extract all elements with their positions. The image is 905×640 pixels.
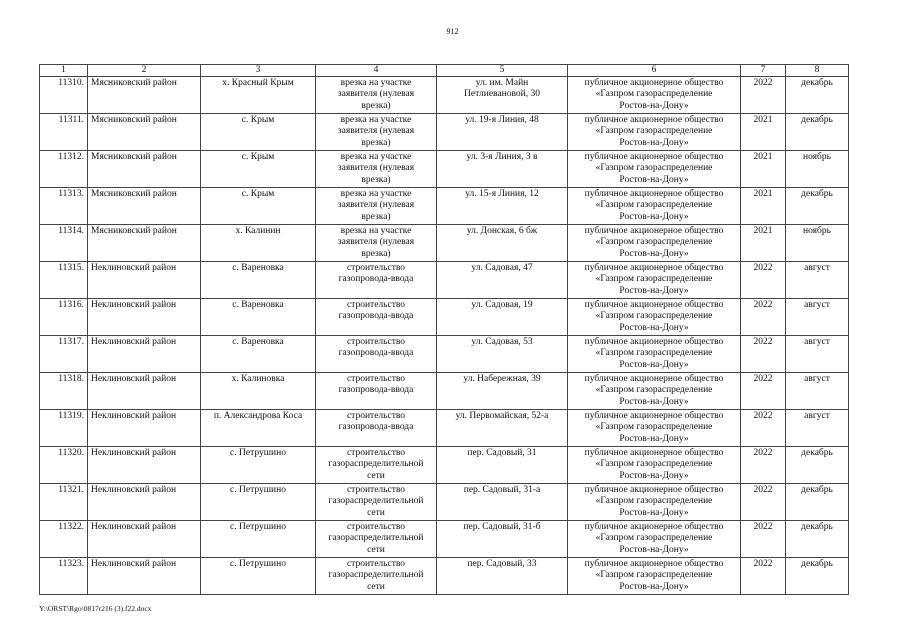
cell-number: 11320.	[40, 447, 88, 484]
cell-work-type-line: заявителя (нулевая	[337, 200, 415, 211]
cell-month: декабрь	[786, 521, 849, 558]
cell-organization-line: «Газпром газораспределение	[595, 89, 713, 100]
cell-organization	[568, 262, 741, 299]
cell-month: ноябрь	[786, 225, 849, 262]
cell-district: Мясниковский район	[88, 151, 201, 188]
cell-address-line: ул. Садовая, 47	[471, 263, 533, 273]
cell-work-type-line: сети	[367, 507, 385, 518]
cell-work-type-line: газораспределительной	[328, 533, 424, 544]
cell-month: август	[786, 336, 849, 373]
cell-number: 11322.	[40, 521, 88, 558]
cell-work-type-line: врезка на участке	[340, 115, 412, 125]
cell-work-type-line: газопровода-ввода	[338, 311, 414, 322]
cell-organization-line: «Газпром газораспределение	[595, 237, 713, 248]
cell-address	[437, 299, 568, 336]
cell-organization	[568, 77, 741, 114]
cell-organization-line: Ростов-на-Дону»	[619, 100, 689, 111]
cell-address	[437, 558, 568, 595]
cell-year: 2022	[741, 336, 786, 373]
cell-address	[437, 77, 568, 114]
cell-number: 11315.	[40, 262, 88, 299]
cell-number: 11323.	[40, 558, 88, 595]
cell-work-type-line: врезка)	[361, 137, 391, 148]
cell-organization-line: публичное акционерное общество	[584, 78, 724, 88]
cell-organization	[568, 225, 741, 262]
cell-organization	[568, 336, 741, 373]
cell-organization-line: «Газпром газораспределение	[595, 385, 713, 396]
cell-organization-line: публичное акционерное общество	[584, 189, 724, 199]
column-header: 8	[786, 65, 849, 77]
table-row	[40, 151, 849, 188]
cell-district: Мясниковский район	[88, 77, 201, 114]
cell-district: Неклиновский район	[88, 521, 201, 558]
cell-work-type-line: сети	[367, 544, 385, 555]
cell-year: 2021	[741, 151, 786, 188]
cell-district: Мясниковский район	[88, 188, 201, 225]
footer-file-path: Y:\ORST\Rgo\0817r216 (3).f22.docx	[39, 604, 152, 613]
cell-organization-line: «Газпром газораспределение	[595, 570, 713, 581]
cell-year: 2021	[741, 114, 786, 151]
cell-settlement: х. Калиновка	[201, 373, 316, 410]
cell-address	[437, 521, 568, 558]
page-number: 912	[446, 27, 459, 36]
cell-organization	[568, 188, 741, 225]
cell-work-type-line: газораспределительной	[328, 459, 424, 470]
cell-year: 2022	[741, 521, 786, 558]
cell-work-type-line: строительство	[346, 300, 406, 310]
cell-number: 11321.	[40, 484, 88, 521]
cell-address	[437, 151, 568, 188]
cell-work-type-line: строительство	[346, 485, 406, 495]
cell-year: 2022	[741, 77, 786, 114]
cell-organization	[568, 373, 741, 410]
cell-organization-line: публичное акционерное общество	[584, 337, 724, 347]
cell-work-type	[316, 484, 437, 521]
cell-number: 11314.	[40, 225, 88, 262]
cell-work-type-line: сети	[367, 470, 385, 481]
cell-month: август	[786, 299, 849, 336]
table-row	[40, 77, 849, 114]
cell-work-type	[316, 299, 437, 336]
cell-work-type	[316, 410, 437, 447]
cell-year: 2022	[741, 558, 786, 595]
cell-month: декабрь	[786, 114, 849, 151]
cell-organization-line: «Газпром газораспределение	[595, 533, 713, 544]
cell-organization-line: «Газпром газораспределение	[595, 200, 713, 211]
cell-year: 2022	[741, 262, 786, 299]
cell-address	[437, 447, 568, 484]
cell-year: 2021	[741, 188, 786, 225]
cell-number: 11310.	[40, 77, 88, 114]
cell-organization-line: «Газпром газораспределение	[595, 311, 713, 322]
cell-year: 2022	[741, 410, 786, 447]
cell-organization-line: «Газпром газораспределение	[595, 274, 713, 285]
cell-work-type-line: газопровода-ввода	[338, 422, 414, 433]
cell-district: Мясниковский район	[88, 114, 201, 151]
cell-work-type	[316, 225, 437, 262]
cell-organization	[568, 521, 741, 558]
cell-district: Неклиновский район	[88, 410, 201, 447]
cell-work-type-line: заявителя (нулевая	[337, 237, 415, 248]
table-row	[40, 373, 849, 410]
cell-number: 11319.	[40, 410, 88, 447]
cell-address-line: ул. 3-я Линия, 3 в	[466, 152, 538, 162]
header-row	[40, 65, 849, 77]
cell-work-type	[316, 558, 437, 595]
column-header: 1	[40, 65, 88, 77]
table-row	[40, 299, 849, 336]
cell-address-line: ул. им. Майн	[475, 78, 529, 88]
cell-work-type	[316, 114, 437, 151]
cell-work-type-line: заявителя (нулевая	[337, 163, 415, 174]
cell-settlement: с. Вареновка	[201, 336, 316, 373]
cell-district: Неклиновский район	[88, 484, 201, 521]
cell-settlement: с. Петрушино	[201, 558, 316, 595]
cell-month: декабрь	[786, 447, 849, 484]
cell-organization-line: «Газпром газораспределение	[595, 348, 713, 359]
cell-work-type-line: строительство	[346, 411, 406, 421]
cell-month: ноябрь	[786, 151, 849, 188]
cell-organization-line: публичное акционерное общество	[584, 300, 724, 310]
cell-organization-line: Ростов-на-Дону»	[619, 322, 689, 333]
cell-organization-line: «Газпром газораспределение	[595, 163, 713, 174]
cell-organization-line: публичное акционерное общество	[584, 522, 724, 532]
cell-address-line: пер. Садовый, 31	[467, 448, 537, 458]
cell-work-type-line: сети	[367, 581, 385, 592]
cell-year: 2022	[741, 373, 786, 410]
cell-address	[437, 373, 568, 410]
cell-work-type-line: врезка на участке	[340, 226, 412, 236]
cell-organization-line: Ростов-на-Дону»	[619, 359, 689, 370]
cell-settlement: с. Крым	[201, 188, 316, 225]
cell-organization	[568, 151, 741, 188]
cell-organization-line: публичное акционерное общество	[584, 559, 724, 569]
cell-work-type	[316, 262, 437, 299]
register-table	[39, 64, 849, 595]
cell-organization-line: «Газпром газораспределение	[595, 496, 713, 507]
cell-address-line: ул. 15-я Линия, 12	[465, 189, 539, 199]
cell-organization	[568, 114, 741, 151]
cell-organization-line: Ростов-на-Дону»	[619, 174, 689, 185]
cell-district: Неклиновский район	[88, 299, 201, 336]
cell-work-type-line: врезка)	[361, 248, 391, 259]
cell-work-type	[316, 521, 437, 558]
cell-work-type	[316, 151, 437, 188]
cell-year: 2022	[741, 447, 786, 484]
cell-settlement: с. Петрушино	[201, 521, 316, 558]
cell-address-line: пер. Садовый, 33	[467, 559, 537, 569]
cell-district: Неклиновский район	[88, 447, 201, 484]
table-row	[40, 188, 849, 225]
column-header: 6	[568, 65, 741, 77]
cell-number: 11313.	[40, 188, 88, 225]
column-header: 3	[201, 65, 316, 77]
cell-organization-line: публичное акционерное общество	[584, 485, 724, 495]
table-row	[40, 225, 849, 262]
cell-month: август	[786, 262, 849, 299]
table-row	[40, 336, 849, 373]
cell-organization	[568, 447, 741, 484]
cell-settlement: с. Вареновка	[201, 262, 316, 299]
cell-address	[437, 188, 568, 225]
cell-organization-line: публичное акционерное общество	[584, 411, 724, 421]
table-row	[40, 262, 849, 299]
cell-work-type	[316, 336, 437, 373]
cell-organization-line: публичное акционерное общество	[584, 152, 724, 162]
cell-number: 11311.	[40, 114, 88, 151]
cell-address-line: пер. Садовый, 31-а	[463, 485, 541, 495]
cell-address	[437, 336, 568, 373]
cell-district: Неклиновский район	[88, 558, 201, 595]
cell-work-type-line: строительство	[346, 559, 406, 569]
cell-address	[437, 262, 568, 299]
cell-work-type-line: врезка)	[361, 211, 391, 222]
cell-organization	[568, 484, 741, 521]
cell-settlement: с. Петрушино	[201, 447, 316, 484]
cell-work-type-line: врезка на участке	[340, 78, 412, 88]
cell-address-line: пер. Садовый, 31-б	[463, 522, 541, 532]
cell-address	[437, 225, 568, 262]
column-header: 5	[437, 65, 568, 77]
table-row	[40, 521, 849, 558]
cell-work-type-line: газопровода-ввода	[338, 385, 414, 396]
cell-address-line: ул. Донская, 6 бж	[466, 226, 538, 236]
cell-year: 2022	[741, 484, 786, 521]
cell-address-line: ул. 19-я Линия, 48	[465, 115, 539, 125]
cell-work-type-line: заявителя (нулевая	[337, 89, 415, 100]
cell-organization	[568, 299, 741, 336]
table-row	[40, 410, 849, 447]
cell-year: 2022	[741, 299, 786, 336]
cell-work-type-line: газопровода-ввода	[338, 274, 414, 285]
table-row	[40, 484, 849, 521]
cell-organization	[568, 558, 741, 595]
table-row	[40, 114, 849, 151]
cell-work-type-line: газораспределительной	[328, 570, 424, 581]
cell-work-type-line: строительство	[346, 263, 406, 273]
cell-organization-line: «Газпром газораспределение	[595, 459, 713, 470]
cell-settlement: с. Крым	[201, 114, 316, 151]
cell-organization-line: Ростов-на-Дону»	[619, 507, 689, 518]
cell-month: август	[786, 373, 849, 410]
cell-settlement: с. Крым	[201, 151, 316, 188]
cell-address	[437, 484, 568, 521]
cell-work-type-line: заявителя (нулевая	[337, 126, 415, 137]
cell-organization-line: Ростов-на-Дону»	[619, 544, 689, 555]
column-header: 7	[741, 65, 786, 77]
cell-address-line: ул. Первомайская, 52-а	[455, 411, 549, 421]
cell-organization-line: Ростов-на-Дону»	[619, 396, 689, 407]
cell-work-type	[316, 188, 437, 225]
cell-work-type-line: врезка на участке	[340, 189, 412, 199]
cell-organization-line: публичное акционерное общество	[584, 263, 724, 273]
table-row	[40, 447, 849, 484]
cell-work-type-line: газораспределительной	[328, 496, 424, 507]
cell-month: декабрь	[786, 77, 849, 114]
cell-organization-line: «Газпром газораспределение	[595, 422, 713, 433]
cell-work-type-line: строительство	[346, 337, 406, 347]
cell-address	[437, 114, 568, 151]
cell-settlement: с. Петрушино	[201, 484, 316, 521]
cell-settlement: х. Красный Крым	[201, 77, 316, 114]
cell-month: декабрь	[786, 558, 849, 595]
cell-organization-line: публичное акционерное общество	[584, 226, 724, 236]
cell-organization-line: Ростов-на-Дону»	[619, 470, 689, 481]
cell-organization-line: Ростов-на-Дону»	[619, 581, 689, 592]
cell-organization-line: Ростов-на-Дону»	[619, 211, 689, 222]
cell-organization	[568, 410, 741, 447]
cell-work-type-line: врезка)	[361, 174, 391, 185]
cell-district: Неклиновский район	[88, 262, 201, 299]
cell-organization-line: «Газпром газораспределение	[595, 126, 713, 137]
cell-work-type	[316, 373, 437, 410]
cell-district: Неклиновский район	[88, 373, 201, 410]
cell-number: 11317.	[40, 336, 88, 373]
column-header: 4	[316, 65, 437, 77]
cell-number: 11318.	[40, 373, 88, 410]
cell-work-type-line: газопровода-ввода	[338, 348, 414, 359]
cell-organization-line: публичное акционерное общество	[584, 374, 724, 384]
cell-year: 2021	[741, 225, 786, 262]
cell-organization-line: Ростов-на-Дону»	[619, 433, 689, 444]
cell-work-type-line: строительство	[346, 522, 406, 532]
cell-organization-line: публичное акционерное общество	[584, 115, 724, 125]
cell-address-line: Петлиевановой, 30	[464, 89, 540, 100]
cell-settlement: х. Калинин	[201, 225, 316, 262]
cell-number: 11312.	[40, 151, 88, 188]
cell-address	[437, 410, 568, 447]
cell-organization-line: Ростов-на-Дону»	[619, 248, 689, 259]
table-row	[40, 558, 849, 595]
cell-organization-line: публичное акционерное общество	[584, 448, 724, 458]
cell-address-line: ул. Набережная, 39	[463, 374, 541, 384]
cell-month: август	[786, 410, 849, 447]
cell-organization-line: Ростов-на-Дону»	[619, 285, 689, 296]
cell-organization-line: Ростов-на-Дону»	[619, 137, 689, 148]
cell-settlement: п. Александрова Коса	[201, 410, 316, 447]
cell-work-type-line: врезка)	[361, 100, 391, 111]
cell-month: декабрь	[786, 188, 849, 225]
cell-work-type-line: строительство	[346, 448, 406, 458]
cell-work-type	[316, 77, 437, 114]
cell-month: декабрь	[786, 484, 849, 521]
cell-district: Неклиновский район	[88, 336, 201, 373]
column-header: 2	[88, 65, 201, 77]
cell-settlement: с. Вареновка	[201, 299, 316, 336]
cell-district: Мясниковский район	[88, 225, 201, 262]
cell-address-line: ул. Садовая, 19	[471, 300, 533, 310]
cell-work-type-line: врезка на участке	[340, 152, 412, 162]
cell-work-type-line: строительство	[346, 374, 406, 384]
cell-number: 11316.	[40, 299, 88, 336]
cell-address-line: ул. Садовая, 53	[471, 337, 533, 347]
cell-work-type	[316, 447, 437, 484]
